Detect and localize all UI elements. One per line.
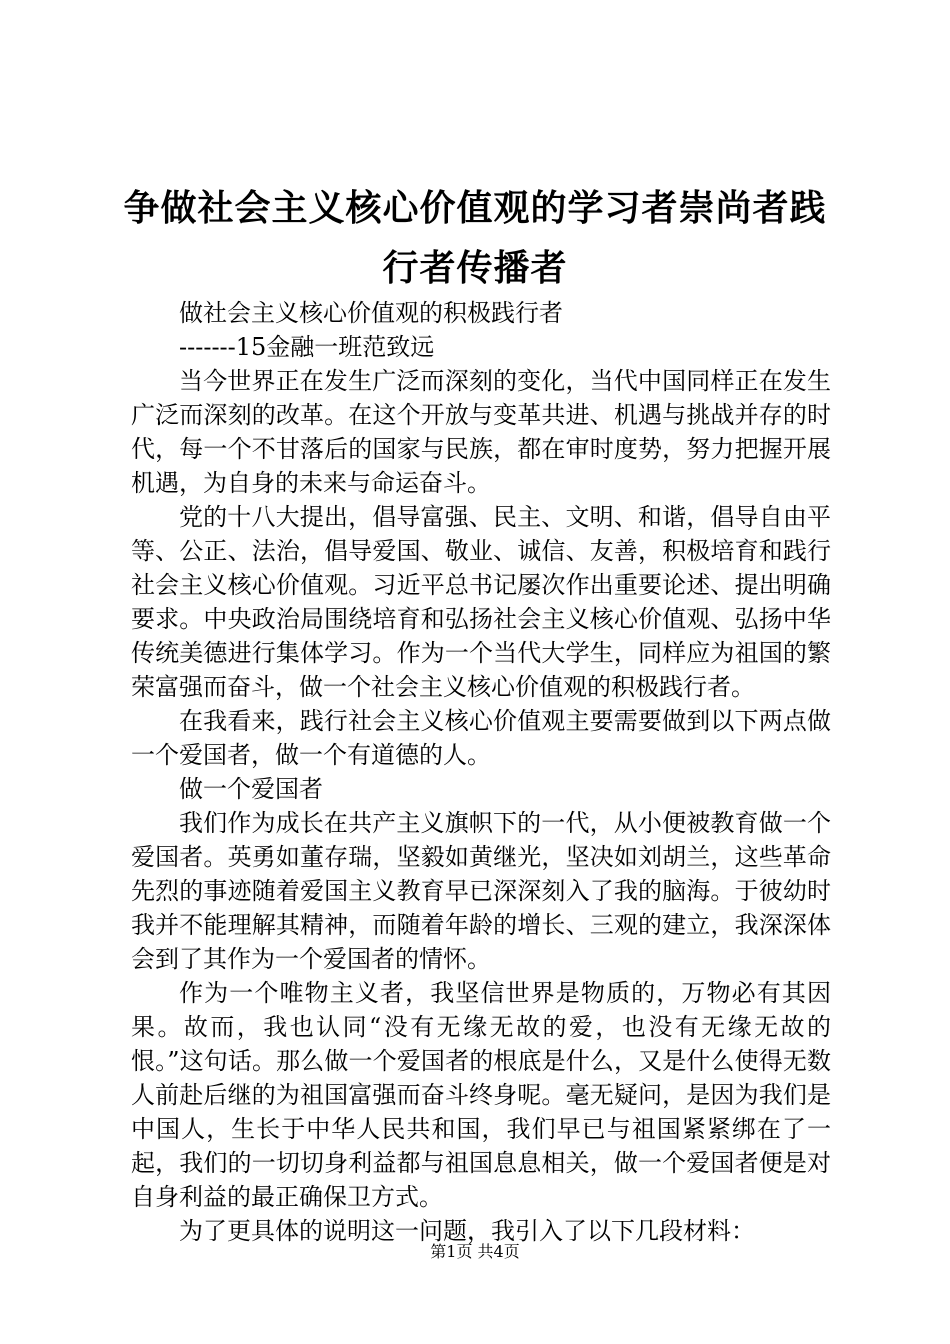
body-paragraph: 党的十八大提出，倡导富强、民主、文明、和谐，倡导自由平等、公正、法治，倡导爱国、敬业、诚信、友善，积极培育和践行社会主义核心价值观。习近平总书记屡次作出重要论述、提出明确要求。中央政治局围绕培育和弘扬社会主义核心价值观、弘扬中华传统美德进行集体学习。作为一个当代大学生，同样应为祖国的繁荣富强而奋斗，做一个社会主义核心价值观的积极践行者。 — [131, 503, 831, 701]
body-paragraph: 当今世界正在发生广泛而深刻的变化，当代中国同样正在发生广泛而深刻的改革。在这个开放与变革共进、机遇与挑战并存的时代，每一个不甘落后的国家与民族，都在审时度势，努力把握开展机遇，为自身的未来与命运奋斗。 — [131, 367, 831, 497]
document-body — [131, 296, 831, 1248]
subtitle-paragraph: 做社会主义核心价值观的积极践行者 — [179, 299, 563, 327]
body-paragraph: 作为一个唯物主义者，我坚信世界是物质的，万物必有其因果。故而，我也认同“没有无缘无故的爱，也没有无缘无故的恨。”这句话。那么做一个爱国者的根底是什么，又是什么使得无数人前赴后继的为祖国富强而奋斗终身呢。毫无疑问，是因为我们是中国人，生长于中华人民共和国，我们早已与祖国紧紧绑在了一起，我们的一切切身利益都与祖国息息相关，做一个爱国者便是对自身利益的最正确保卫方式。 — [131, 979, 831, 1211]
author-line: -------15金融一班范致远 — [179, 333, 435, 361]
body-paragraph: 在我看来，践行社会主义核心价值观主要需要做到以下两点做一个爱国者，做一个有道德的人。 — [131, 707, 831, 769]
page-number-footer: 第1页 共4页 — [430, 1242, 520, 1261]
body-paragraph: 我们作为成长在共产主义旗帜下的一代，从小便被教育做一个爱国者。英勇如董存瑞，坚毅如黄继光，坚决如刘胡兰，这些革命先烈的事迹随着爱国主义教育早已深深刻入了我的脑海。于彼幼时我并不能理解其精神，而随着年龄的增长、三观的建立，我深深体会到了其作为一个爱国者的情怀。 — [131, 809, 831, 973]
section-heading: 做一个爱国者 — [179, 775, 323, 803]
document-title: 争做社会主义核心价值观的学习者崇尚者践行者传播者 — [123, 187, 827, 289]
body-paragraph: 为了更具体的说明这一问题，我引入了以下几段材料： — [179, 1217, 755, 1245]
